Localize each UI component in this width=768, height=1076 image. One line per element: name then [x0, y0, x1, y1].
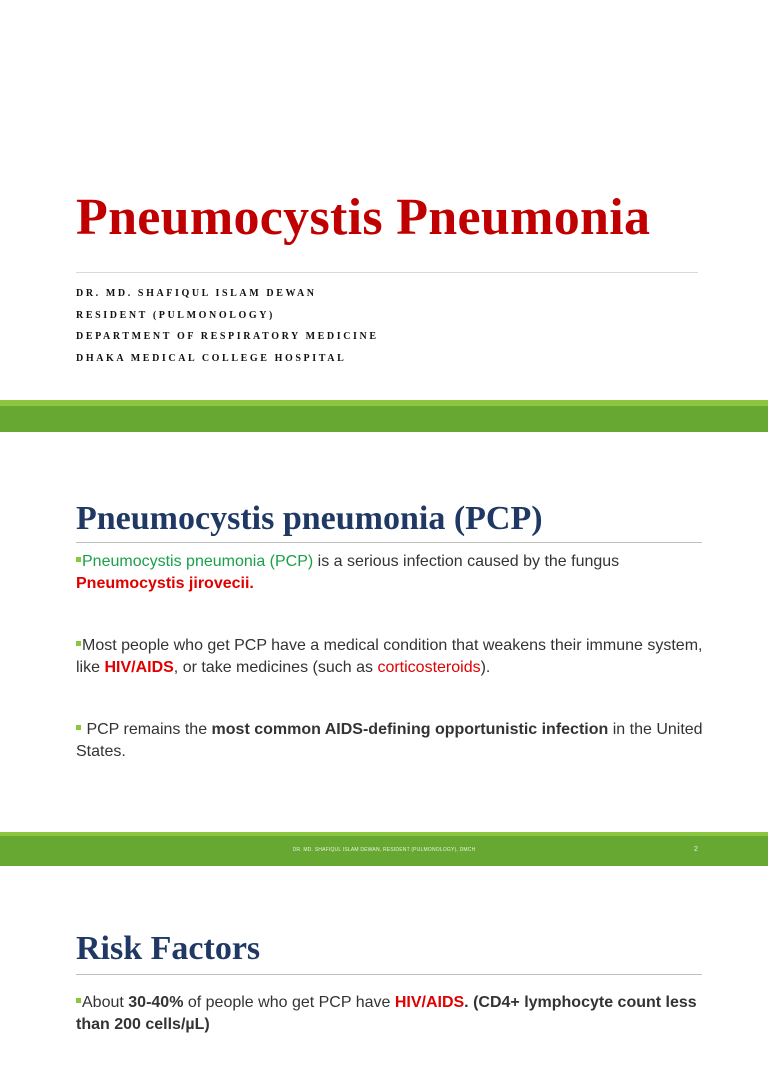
slide-title-divider: [76, 542, 702, 543]
hiv-highlight: HIV/AIDS: [394, 994, 465, 1011]
author-institution: DHAKA MEDICAL COLLEGE HOSPITAL: [76, 352, 347, 364]
presentation-title: Pneumocystis Pneumonia: [76, 189, 651, 246]
square-bullet-icon: [76, 557, 81, 562]
hiv-highlight: HIV/AIDS: [104, 659, 174, 676]
slide-title: Pneumocystis pneumonia (PCP): [76, 500, 543, 537]
risk-factors-slide: [0, 866, 768, 1033]
bullet-item: [74, 992, 714, 1036]
bullet-item: [74, 635, 714, 679]
bullet-text: . (CD4+ lymphocyte count less than 200 cells/µL): [76, 994, 697, 1033]
square-bullet-icon: [76, 641, 81, 646]
author-name: DR. MD. SHAFIQUL ISLAM DEWAN: [76, 288, 317, 299]
author-department: DEPARTMENT OF RESPIRATORY MEDICINE: [76, 331, 379, 342]
page-number: 2: [694, 846, 698, 853]
bullet-text: About: [82, 994, 129, 1011]
title-slide: [0, 0, 768, 400]
slide-separator-bar: [0, 406, 768, 432]
percent-highlight: 30-40%: [128, 994, 184, 1011]
bullet-item: [74, 551, 714, 595]
bullet-text: is a serious infection caused by the fungus: [313, 553, 620, 570]
term-highlight: Pneumocystis pneumonia (PCP): [82, 553, 314, 570]
slide-footer: [0, 836, 768, 866]
bullet-text: of people who get PCP have: [183, 994, 395, 1011]
bullet-item: [74, 719, 714, 763]
bullet-text: , or take medicines (such as: [173, 659, 378, 676]
bullet-text: Most people who get PCP have a medical condition that weakens their immune system, like: [76, 637, 703, 676]
slide-title: Risk Factors: [76, 930, 261, 967]
footer-text: DR. MD. SHAFIQUL ISLAM DEWAN, RESIDENT (PULMONOLOGY), DMCH: [292, 847, 476, 853]
title-divider: [76, 272, 698, 273]
author-position: RESIDENT (PULMONOLOGY): [76, 309, 275, 321]
pcp-overview-slide: [0, 432, 768, 832]
bullet-text: PCP remains the: [82, 721, 212, 738]
bullet-list: [74, 992, 714, 1076]
organism-highlight: Pneumocystis jirovecii.: [76, 575, 254, 592]
bullet-text: ).: [480, 659, 491, 676]
bullet-list: [74, 551, 714, 803]
bold-highlight: most common AIDS-defining opportunistic infection: [211, 721, 609, 738]
square-bullet-icon: [76, 998, 81, 1003]
bullet-text: in the United States.: [76, 721, 703, 760]
slide-title-divider: [76, 974, 702, 975]
author-block: [76, 283, 379, 369]
drug-highlight: corticosteroids: [377, 659, 481, 676]
square-bullet-icon: [76, 725, 81, 730]
